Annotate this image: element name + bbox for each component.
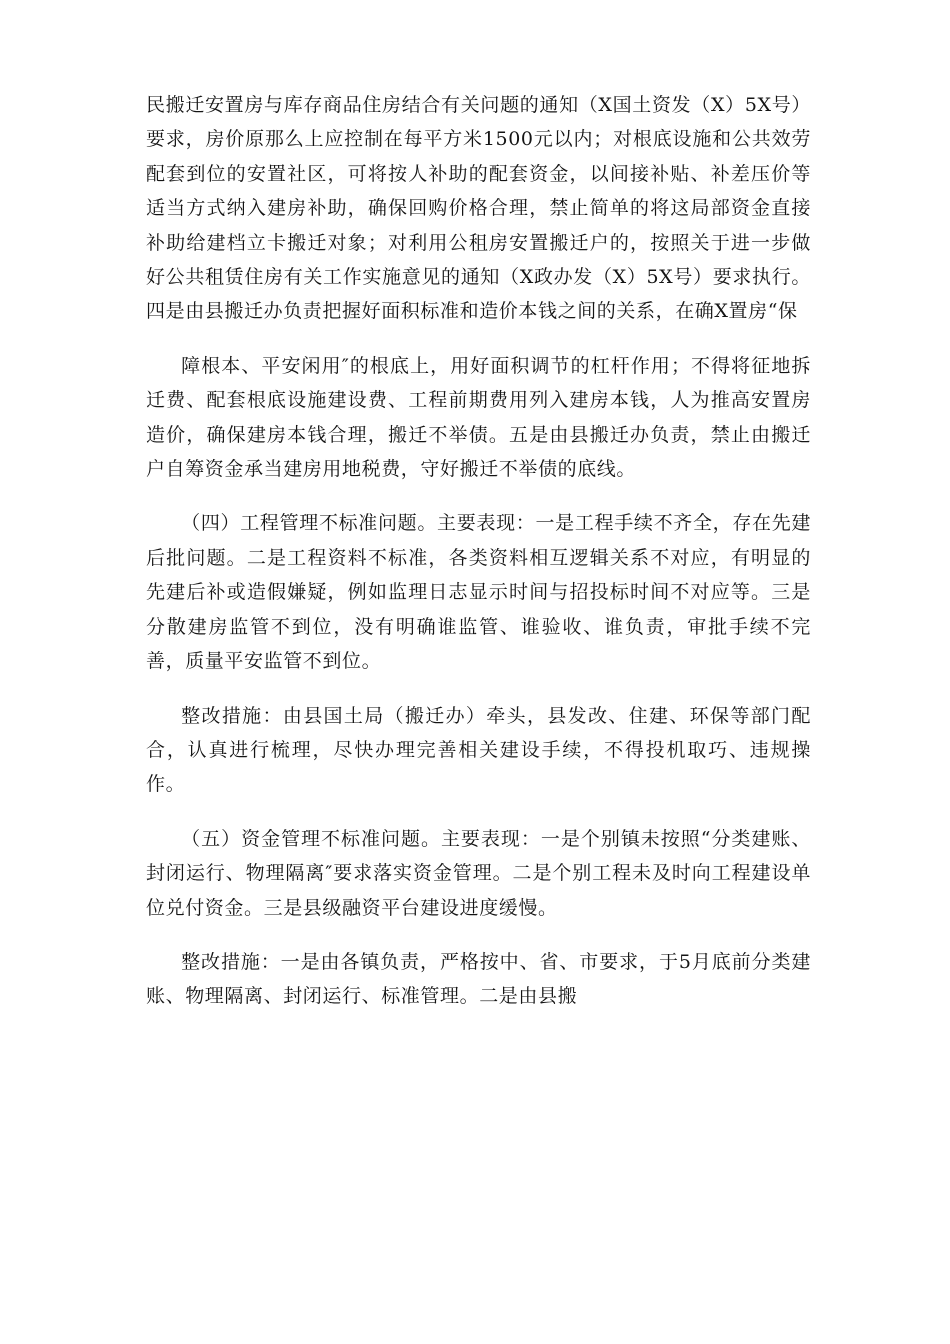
paragraph-fund-measures: 整改措施：一是由各镇负责，严格按中、省、市要求，于5月底前分类建账、物理隔离、封闭运行、标准管理。二是由县搬 [146, 950, 811, 1008]
paragraph-engineering-measures: 整改措施：由县国土局（搬迁办）牵头，县发改、住建、环保等部门配合，认真进行梳理，尽快办理完善相关建设手续，不得投机取巧、违规操作。 [146, 704, 811, 796]
paragraph-cost-control: 障根本、平安闲用″的根底上，用好面积调节的杠杆作用；不得将征地拆迁费、配套根底设施建设费、工程前期费用列入建房本钱，人为推高安置房造价，确保建房本钱合理，搬迁不举债。五是由县搬迁办负责，禁止由搬迁户自筹资金承当建房用地税费，守好搬迁不举债的底线。 [146, 354, 811, 481]
document-page [146, 88, 811, 1034]
paragraph-continued: 民搬迁安置房与库存商品住房结合有关问题的通知（X国土资发（X）5X号）要求，房价原那么上应控制在每平方米1500元以内；对根底设施和公共效劳配套到位的安置社区，可将按人补助的配套资金，以间接补贴、补差压价等适当方式纳入建房补助，确保回购价格合理，禁止简单的将这局部资金直接补助给建档立卡搬迁对象；对利用公租房安置搬迁户的，按照关于进一步做好公共租赁住房有关工作实施意见的通知（X政办发（X）5X号）要求执行。四是由县搬迁办负责把握好面积标准和造价本钱之间的关系，在确X置房“保 [146, 94, 811, 323]
paragraph-engineering-issues: （四）工程管理不标准问题。主要表现：一是工程手续不齐全，存在先建后批问题。二是工程资料不标准，各类资料相互逻辑关系不对应，有明显的先建后补或造假嫌疑，例如监理日志显示时间与招投标时间不对应等。三是分散建房监管不到位，没有明确谁监管、谁验收、谁负责，审批手续不完善，质量平安监管不到位。 [146, 512, 811, 673]
paragraph-fund-issues: （五）资金管理不标准问题。主要表现：一是个别镇未按照“分类建账、封闭运行、物理隔离″要求落实资金管理。二是个别工程未及时向工程建设单位兑付资金。三是县级融资平台建设进度缓慢。 [146, 827, 811, 919]
